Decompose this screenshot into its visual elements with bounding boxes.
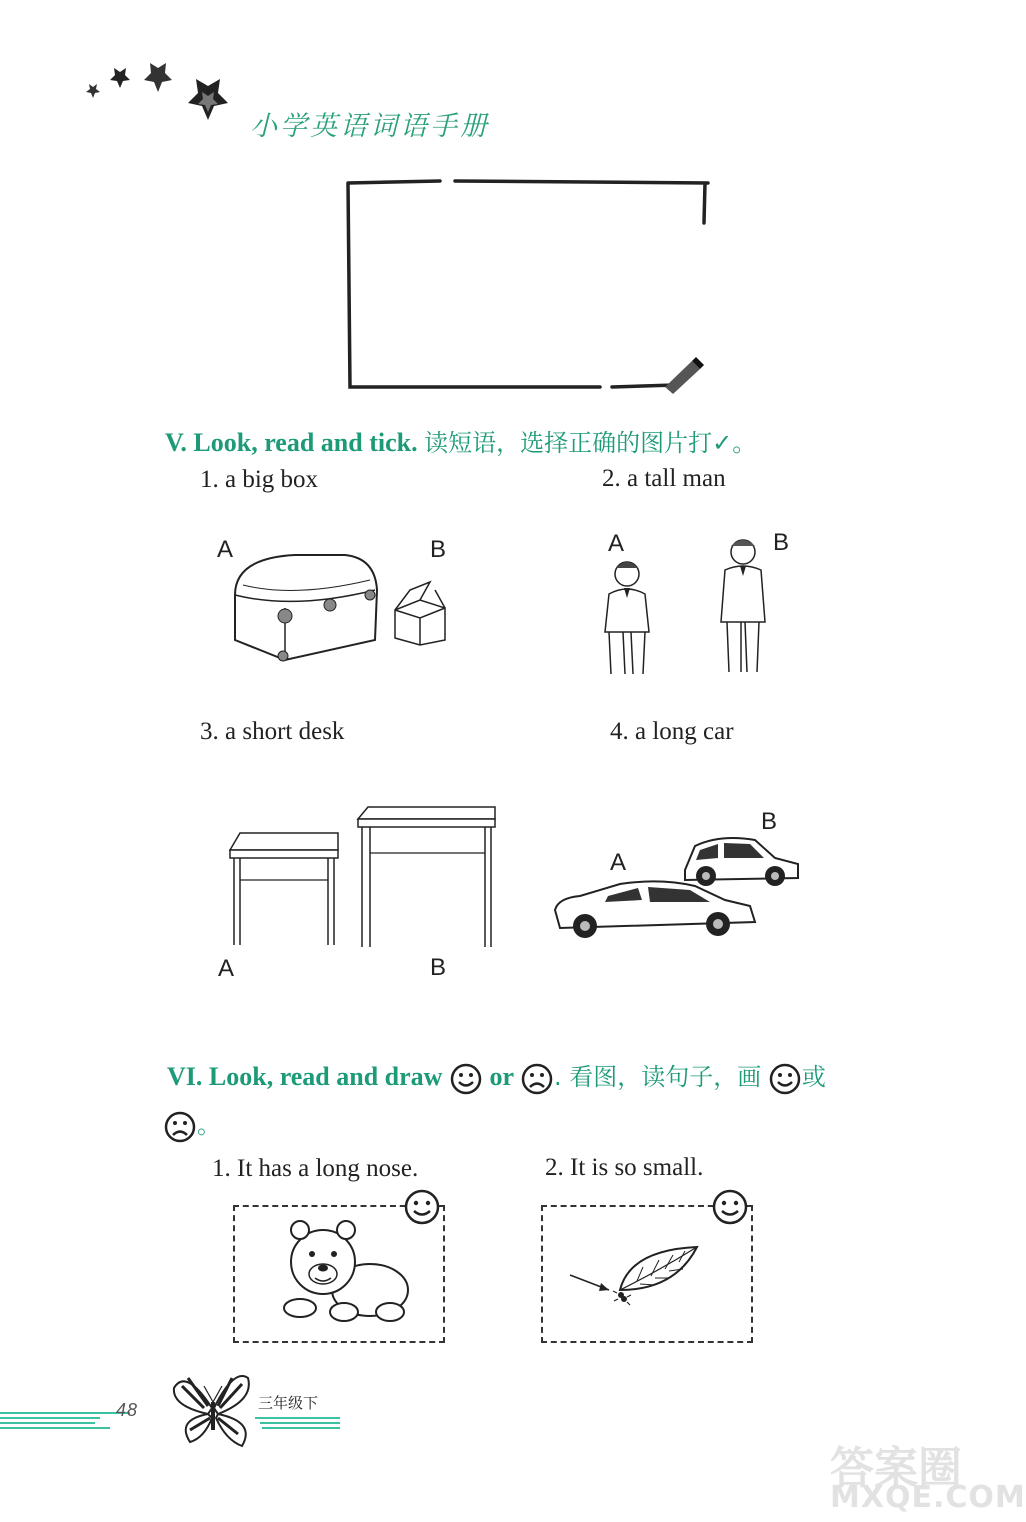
item-3-option-b[interactable]: B <box>430 954 447 981</box>
item-2-option-a[interactable]: A <box>608 530 625 557</box>
tall-man-figure <box>721 540 765 672</box>
bear-picture <box>278 1212 413 1330</box>
item-1-label: 1. a big box <box>200 466 319 493</box>
ant-icon <box>613 1291 631 1305</box>
tall-man-picture <box>595 522 775 682</box>
section-5-title: V. Look, read and tick. 读短语，选择正确的图片打✓。 <box>165 428 757 457</box>
item-4-label: 4. a long car <box>610 718 734 745</box>
butterfly-icon <box>168 1366 263 1451</box>
watermark-logo: 答案圈 <box>830 1443 962 1494</box>
grade-label: 三年级下 <box>258 1394 319 1412</box>
vi-item-1-label: 1. It has a long nose. <box>212 1155 419 1182</box>
short-desk-picture <box>220 805 510 955</box>
drawing-frame <box>330 175 720 400</box>
section-6-title-continued: 。 <box>163 1105 221 1144</box>
watermark-url: MXQE.COM <box>830 1480 1026 1515</box>
item-1-option-a[interactable]: A <box>217 536 234 563</box>
smiley-face-icon <box>768 1062 802 1096</box>
long-car-picture <box>550 828 810 948</box>
smiley-face-icon <box>711 1188 749 1226</box>
tall-desk-figure <box>358 807 495 947</box>
big-box-picture <box>225 550 465 670</box>
page-number: 48 <box>116 1400 139 1420</box>
item-3-option-a[interactable]: A <box>218 955 235 982</box>
item-2-option-b[interactable]: B <box>773 529 790 556</box>
item-4-option-a[interactable]: A <box>610 849 627 876</box>
item-4-option-b[interactable]: B <box>761 808 778 835</box>
section-6-title: VI. Look, read and draw or . 看图，读句子，画 或 <box>167 1057 826 1096</box>
short-car-figure <box>685 838 798 886</box>
short-desk-figure <box>230 833 338 945</box>
item-2-label: 2. a tall man <box>602 465 726 492</box>
item-3-label: 3. a short desk <box>200 718 345 745</box>
item-1-option-b[interactable]: B <box>430 536 447 563</box>
pencil-icon <box>665 357 704 394</box>
long-car-figure <box>555 881 755 938</box>
ant-on-leaf-picture <box>565 1235 705 1315</box>
sad-face-icon <box>163 1110 197 1144</box>
header-title: 小学英语词语手册 <box>250 111 490 142</box>
short-man-figure <box>605 562 649 674</box>
vi-item-2-label: 2. It is so small. <box>545 1154 704 1181</box>
sad-face-icon <box>520 1062 554 1096</box>
star-decoration-icon <box>80 60 250 140</box>
smiley-face-icon <box>449 1062 483 1096</box>
